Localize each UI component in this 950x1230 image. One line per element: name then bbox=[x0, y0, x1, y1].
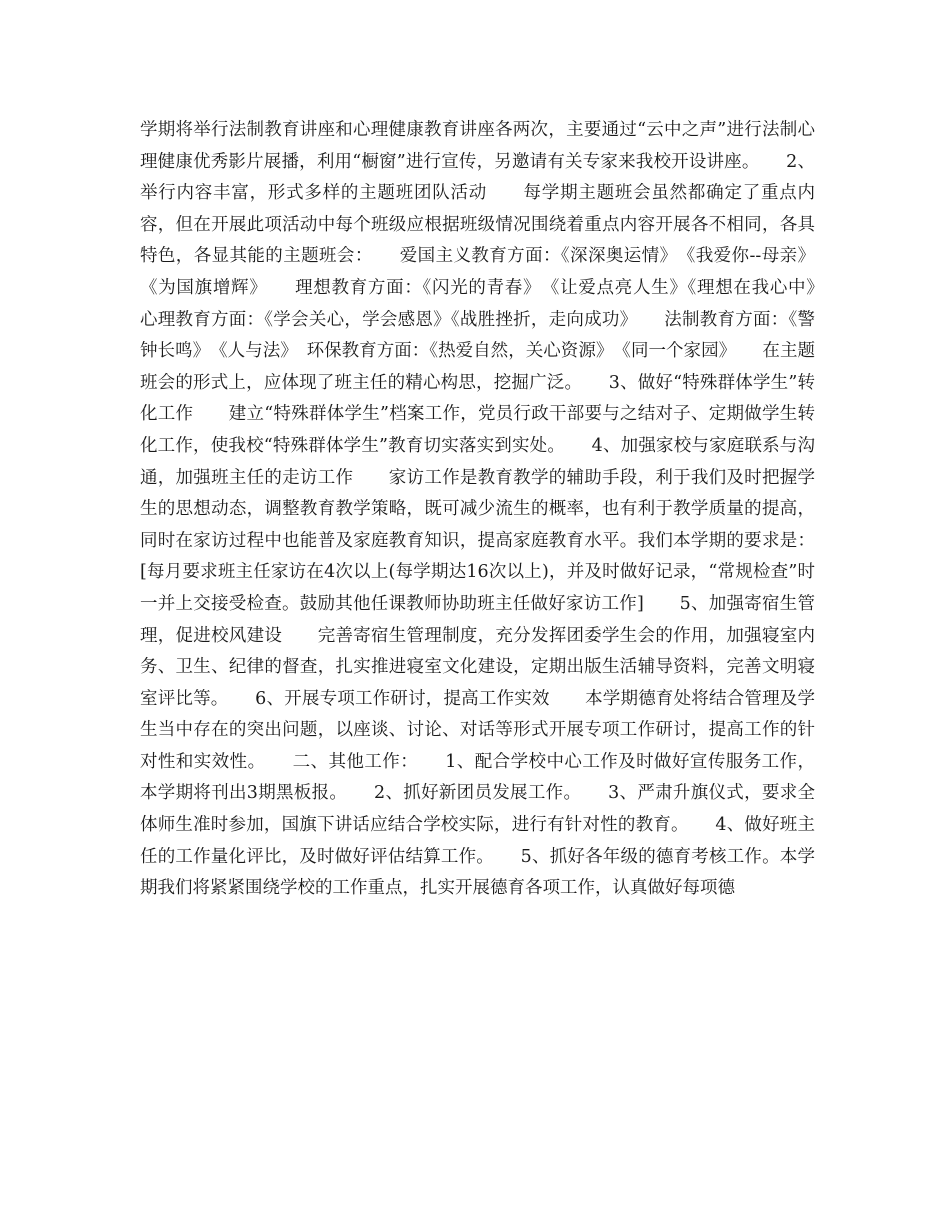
body-paragraph: 学期将举行法制教育讲座和心理健康教育讲座各两次，主要通过“云中之声”进行法制心理健康优秀影片展播，利用“橱窗”进行宣传，另邀请有关专家来我校开设讲座。 2、举行内容丰富，形式多样的主题班团队活动 每学期主题班会虽然都确定了重点内容，但在开展此项活动中每个班级应根据班级情况围绕着重点内容开展各不相同，各具特色，各显其能的主题班会： 爱国主义教育方面：《深深奥运情》 《我爱你--母亲》《为国旗增辉》 理想教育方面：《闪光的青春》 《让爱点亮人生》《理想在我心中》 心理教育方面：《学会关心，学会感恩》《战胜挫折，走向成功》 法制教育方面：《警钟长鸣》 《人与法》 环保教育方面：《热爱自然，关心资源》 《同一个家园》 在主题班会的形式上，应体现了班主任的精心构思，挖掘广泛。 3、做好“特殊群体学生”转化工作 建立“特殊群体学生”档案工作，党员行政干部要与之结对子、定期做学生转化工作，使我校“特殊群体学生”教育切实落实到实处。 4、加强家校与家庭联系与沟通，加强班主任的走访工作 家访工作是教育教学的辅助手段，利于我们及时把握学生的思想动态，调整教育教学策略，既可减少流生的概率，也有利于教学质量的提高，同时在家访过程中也能普及家庭教育知识，提高家庭教育水平。我们本学期的要求是：[每月要求班主任家访在4次以上(每学期达16次以上)，并及时做好记录，“常规检查”时一并上交接受检查。鼓励其他任课教师协助班主任做好家访工作] 5、加强寄宿生管理，促进校风建设 完善寄宿生管理制度，充分发挥团委学生会的作用，加强寝室内务、卫生、纪律的督查，扎实推进寝室文化建设，定期出版生活辅导资料，完善文明寝室评比等。 6、开展专项工作研讨，提高工作实效 本学期德育处将结合管理及学生当中存在的突出问题，以座谈、讨论、对话等形式开展专项工作研讨，提高工作的针对性和实效性。 二、其他工作： 1、配合学校中心工作及时做好宣传服务工作，本学期将刊出3期黑板报。 2、抓好新团员发展工作。 3、严肃升旗仪式，要求全体师生准时参加，国旗下讲话应结合学校实际，进行有针对性的教育。 4、做好班主任的工作量化评比，及时做好评估结算工作。 5、抓好各年级的德育考核工作。本学期我们将紧紧围绕学校的工作重点，扎实开展德育各项工作，认真做好每项德 bbox=[140, 120, 850, 899]
